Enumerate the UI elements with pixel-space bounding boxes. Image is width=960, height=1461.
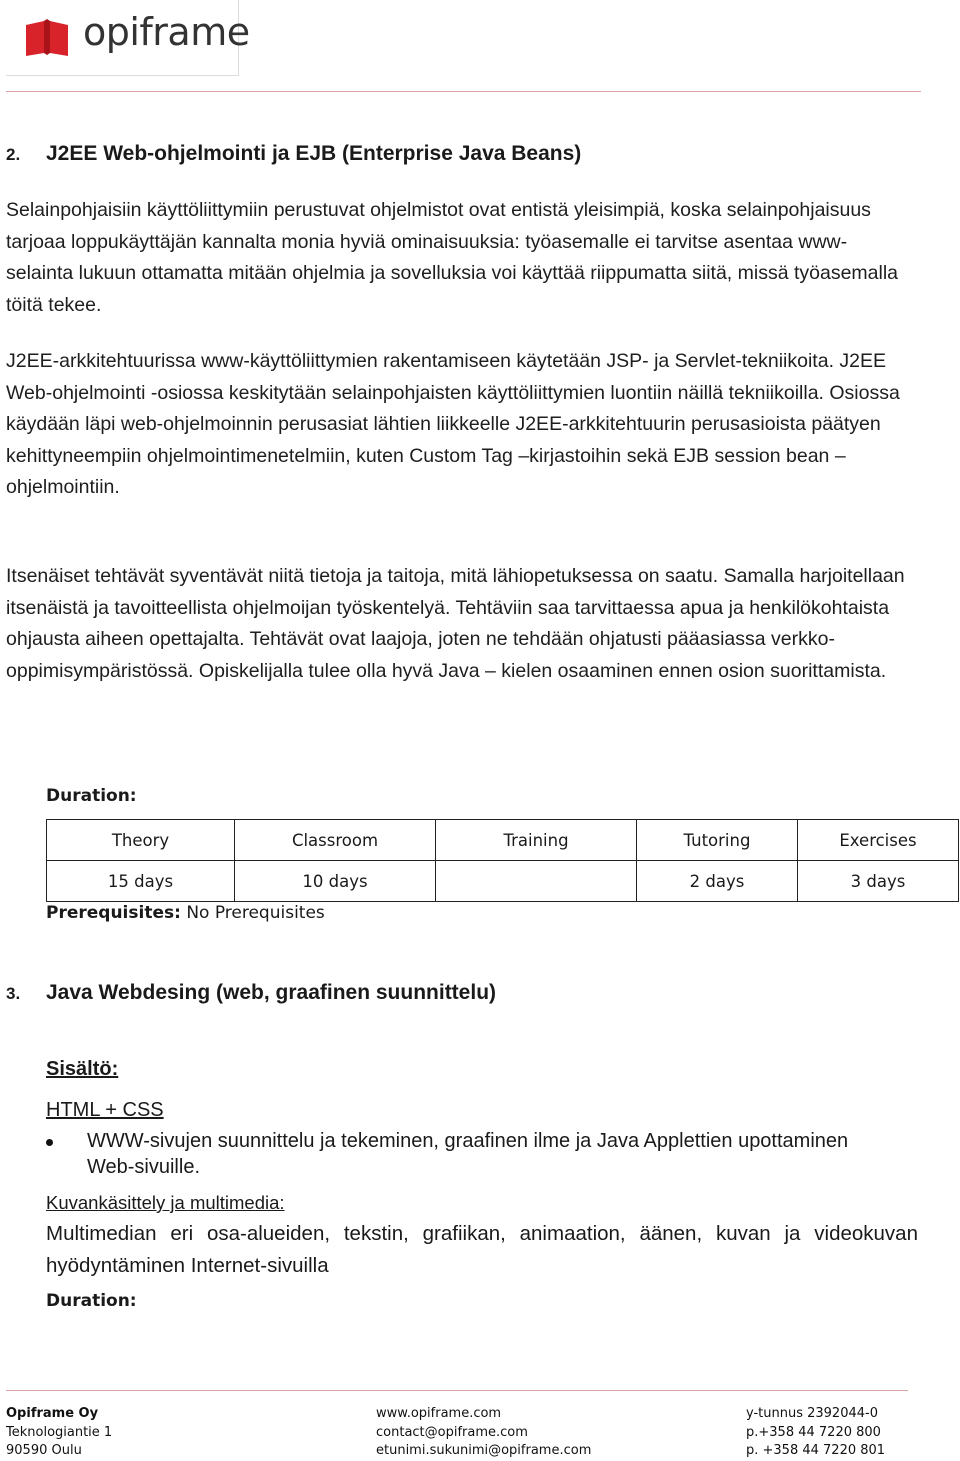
phone-2: p. +358 44 7220 801 bbox=[746, 1443, 886, 1458]
table-header-cell: Classroom bbox=[235, 820, 436, 861]
prerequisites-label: Prerequisites: bbox=[46, 903, 181, 923]
table-header-cell: Exercises bbox=[798, 820, 959, 861]
contact-email-link[interactable]: contact@opiframe.com bbox=[376, 1424, 528, 1440]
table-cell: 3 days bbox=[798, 861, 959, 902]
section-2-paragraph-1 bbox=[6, 195, 906, 321]
table-header-row bbox=[47, 820, 959, 861]
table-header-cell: Training bbox=[436, 820, 637, 861]
bullet-text: WWW-sivujen suunnittelu ja tekeminen, graafinen ilme ja Java Applettien upottaminen Web-sivuille. bbox=[87, 1130, 849, 1178]
header-divider bbox=[6, 91, 921, 92]
brand-name: opiframe bbox=[83, 10, 250, 54]
table-cell: 2 days bbox=[637, 861, 798, 902]
paragraph-text: J2EE-arkkitehtuurissa www-käyttöliittymien rakentamiseen käytetään JSP- ja Servlet-tekniikoita. J2EE Web-ohjelmointi -osiossa keskitytään selainpohjaisten käyttöliittymien luontiin näillä tekniikoilla. Osiossa käydään läpi web-ohjelmoinnin perusasiat lähtien liikkeelle J2EE-arkkitehtuurin perusasioista päätyen kehittyneempiin ohjelmointimenetelmiin, kuten Custom Tag –kirjastoihin sekä EJB session bean –ohjelmointiin. bbox=[6, 350, 900, 498]
duration-table bbox=[46, 819, 959, 902]
contents-heading: Sisältö: bbox=[46, 1058, 119, 1080]
table-cell: 10 days bbox=[235, 861, 436, 902]
phone-1: p.+358 44 7220 800 bbox=[746, 1424, 881, 1440]
street-address: Teknologiantie 1 bbox=[6, 1424, 113, 1440]
multimedia-heading: Kuvankäsittely ja multimedia: bbox=[46, 1192, 285, 1213]
section-3-number: 3. bbox=[6, 984, 21, 1003]
paragraph-text: Itsenäiset tehtävät syventävät niitä tietoja ja taitoja, mitä lähiopetuksessa on saatu. Samalla harjoitellaan itsenäistä ja tavoitteellista ohjelmoijan työskentelyä. Tehtäviin saa tarvittaessa apua ja henkilökohtaista ohjausta aiheen opettajalta. Tehtävät ovat laajoja, joten ne tehdään ohjatusti pääasiassa verkko-oppimisympäristössä. Opiskelijalla tulee olla hyvä Java – kielen osaaminen ennen osion suorittamista. bbox=[6, 565, 905, 682]
section-3-duration-label: Duration: bbox=[46, 1291, 137, 1311]
company-name: Opiframe Oy bbox=[6, 1406, 99, 1421]
paragraph-text: Selainpohjaisiin käyttöliittymiin perustuvat ohjelmistot ovat entistä yleisimpiä, koska selainpohjaisuus tarjoaa loppukäyttäjän kannalta monia hyviä ominaisuuksia: työasemalle ei tarvitse asentaa www-selainta lukuun ottamatta mitään ohjelmia ja sovelluksia voi käyttää riippumatta siitä, missä työasemalla töitä tekee. bbox=[6, 199, 899, 316]
table-header-cell: Tutoring bbox=[637, 820, 798, 861]
html-css-heading: HTML + CSS bbox=[46, 1099, 164, 1121]
table-header-cell: Theory bbox=[47, 820, 235, 861]
multimedia-text: Multimedian eri osa-alueiden, tekstin, grafiikan, animaation, äänen, kuvan ja videokuvan hyödyntäminen Internet-sivuilla bbox=[46, 1222, 918, 1277]
book-logo-icon bbox=[24, 19, 70, 62]
postal-address: 90590 Oulu bbox=[6, 1443, 82, 1458]
section-2-paragraph-2 bbox=[6, 346, 906, 504]
business-id: y-tunnus 2392044-0 bbox=[746, 1406, 878, 1421]
footer-contact bbox=[376, 1405, 591, 1461]
section-2-number: 2. bbox=[6, 145, 21, 164]
bullet-icon bbox=[46, 1139, 53, 1146]
footer-divider bbox=[6, 1390, 908, 1391]
prerequisites-value: No Prerequisites bbox=[186, 903, 325, 923]
section-2-paragraph-3 bbox=[6, 561, 906, 687]
duration-label: Duration: bbox=[46, 786, 137, 806]
table-row bbox=[47, 861, 959, 902]
footer-ids bbox=[746, 1405, 885, 1461]
section-2-title: J2EE Web-ohjelmointi ja EJB (Enterprise Java Beans) bbox=[46, 142, 582, 165]
footer-company bbox=[6, 1405, 112, 1461]
table-cell bbox=[436, 861, 637, 902]
website-link[interactable]: www.opiframe.com bbox=[376, 1406, 502, 1421]
personal-email-link[interactable]: etunimi.sukunimi@opiframe.com bbox=[376, 1443, 592, 1458]
prerequisites bbox=[46, 903, 325, 923]
table-cell: 15 days bbox=[47, 861, 235, 902]
section-3-title: Java Webdesing (web, graafinen suunnittelu) bbox=[46, 981, 497, 1004]
